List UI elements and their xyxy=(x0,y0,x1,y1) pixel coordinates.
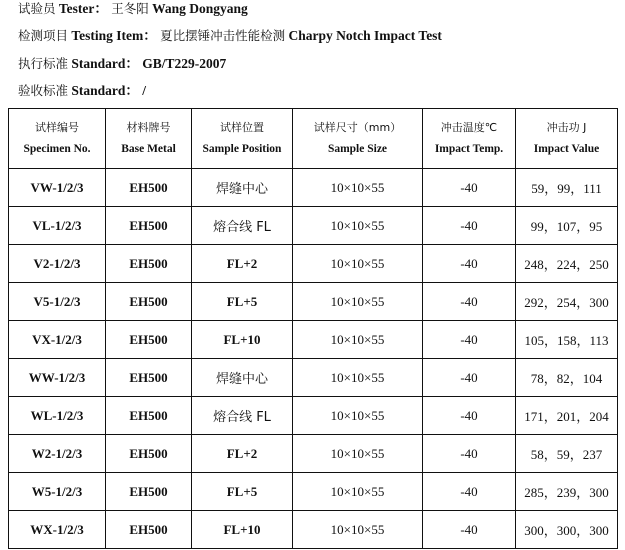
impact-temp-cell: -40 xyxy=(423,435,516,473)
sample-position-cell: FL+10 xyxy=(192,321,293,359)
sample-size-cell: 10×10×55 xyxy=(293,397,423,435)
tester-label-en: Tester： xyxy=(58,1,108,16)
sample-position-cell: FL+2 xyxy=(192,245,293,283)
table-row xyxy=(9,321,618,359)
standard-label-en: Standard： xyxy=(71,56,139,71)
acceptance-line xyxy=(18,82,146,100)
header-base-metal xyxy=(106,109,192,169)
impact-temp-cell: -40 xyxy=(423,511,516,549)
header-en-label: Sample Size xyxy=(327,143,388,155)
table-row xyxy=(9,245,618,283)
sample-size-cell: 10×10×55 xyxy=(293,511,423,549)
specimen-no-cell: WX-1/2/3 xyxy=(9,511,106,549)
impact-temp-cell: -40 xyxy=(423,321,516,359)
impact-value-cell: 285，239，300 xyxy=(516,473,618,511)
testing-item-line xyxy=(18,27,442,45)
impact-value-cell: 171，201，204 xyxy=(516,397,618,435)
tester-label-cn: 试验员 xyxy=(18,1,56,16)
table-row xyxy=(9,397,618,435)
header-en-label: Specimen No. xyxy=(23,143,91,155)
header-cn-label: 冲击温度℃ xyxy=(440,121,498,134)
impact-value-cell: 99，107，95 xyxy=(516,207,618,245)
impact-value-cell: 292，254，300 xyxy=(516,283,618,321)
base-metal-cell: EH500 xyxy=(106,283,192,321)
sample-size-cell: 10×10×55 xyxy=(293,207,423,245)
impact-value-cell: 58，59，237 xyxy=(516,435,618,473)
standard-label-cn: 执行标准 xyxy=(18,56,69,71)
table-row xyxy=(9,473,618,511)
specimen-no-cell: WL-1/2/3 xyxy=(9,397,106,435)
testing-item-label-cn: 检测项目 xyxy=(18,28,69,43)
acceptance-value: / xyxy=(142,83,147,98)
base-metal-cell: EH500 xyxy=(106,207,192,245)
specimen-no-cell: V5-1/2/3 xyxy=(9,283,106,321)
header-impact-temp xyxy=(423,109,516,169)
sample-position-cell: FL+5 xyxy=(192,473,293,511)
impact-value-cell: 300，300，300 xyxy=(516,511,618,549)
impact-value-cell: 59，99，111 xyxy=(516,169,618,207)
specimen-no-cell: VX-1/2/3 xyxy=(9,321,106,359)
header-specimen-no xyxy=(9,109,106,169)
impact-temp-cell: -40 xyxy=(423,245,516,283)
impact-value-cell: 105，158，113 xyxy=(516,321,618,359)
acceptance-label-en: Standard： xyxy=(71,83,139,98)
impact-temp-cell: -40 xyxy=(423,473,516,511)
specimen-no-cell: VW-1/2/3 xyxy=(9,169,106,207)
table-row xyxy=(9,435,618,473)
base-metal-cell: EH500 xyxy=(106,435,192,473)
tester-name-en: Wang Dongyang xyxy=(152,1,248,16)
table-row xyxy=(9,169,618,207)
base-metal-cell: EH500 xyxy=(106,511,192,549)
sample-position-cell: FL+10 xyxy=(192,511,293,549)
sample-position-cell: 熔合线 FL xyxy=(192,397,293,435)
header-cn-label: 试样位置 xyxy=(220,121,264,134)
table-row xyxy=(9,359,618,397)
impact-value-cell: 248，224，250 xyxy=(516,245,618,283)
header-cn-label: 试样尺寸（mm） xyxy=(313,121,402,134)
acceptance-label-cn: 验收标准 xyxy=(18,83,69,98)
impact-temp-cell: -40 xyxy=(423,207,516,245)
header-cn-label: 冲击功 J xyxy=(546,121,587,134)
sample-size-cell: 10×10×55 xyxy=(293,245,423,283)
header-en-label: Sample Position xyxy=(202,143,282,155)
table-row xyxy=(9,511,618,549)
base-metal-cell: EH500 xyxy=(106,397,192,435)
header-cn-label: 材料牌号 xyxy=(126,121,171,134)
sample-size-cell: 10×10×55 xyxy=(293,359,423,397)
specimen-no-cell: V2-1/2/3 xyxy=(9,245,106,283)
specimen-no-cell: W5-1/2/3 xyxy=(9,473,106,511)
base-metal-cell: EH500 xyxy=(106,359,192,397)
header-en-label: Impact Temp. xyxy=(434,143,504,155)
sample-position-cell: 焊缝中心 xyxy=(192,359,293,397)
base-metal-cell: EH500 xyxy=(106,321,192,359)
specimen-no-cell: W2-1/2/3 xyxy=(9,435,106,473)
sample-position-cell: 焊缝中心 xyxy=(192,169,293,207)
sample-size-cell: 10×10×55 xyxy=(293,435,423,473)
header-sample-position xyxy=(192,109,293,169)
impact-temp-cell: -40 xyxy=(423,283,516,321)
impact-test-table xyxy=(8,108,618,549)
sample-size-cell: 10×10×55 xyxy=(293,283,423,321)
table-row xyxy=(9,283,618,321)
sample-size-cell: 10×10×55 xyxy=(293,473,423,511)
table-row xyxy=(9,207,618,245)
sample-position-cell: FL+5 xyxy=(192,283,293,321)
base-metal-cell: EH500 xyxy=(106,245,192,283)
base-metal-cell: EH500 xyxy=(106,169,192,207)
impact-value-cell: 78，82，104 xyxy=(516,359,618,397)
table-header-row xyxy=(9,109,618,169)
testing-item-label-en: Testing Item： xyxy=(71,28,157,43)
testing-item-value-cn: 夏比摆锤冲击性能检测 xyxy=(160,28,286,43)
header-en-label: Base Metal xyxy=(121,143,176,155)
impact-temp-cell: -40 xyxy=(423,397,516,435)
header-cn-label: 试样编号 xyxy=(35,121,79,134)
specimen-no-cell: WW-1/2/3 xyxy=(9,359,106,397)
sample-position-cell: 熔合线 FL xyxy=(192,207,293,245)
standard-line xyxy=(18,55,226,73)
testing-item-value-en: Charpy Notch Impact Test xyxy=(288,28,442,43)
standard-value: GB/T229-2007 xyxy=(142,56,227,71)
sample-position-cell: FL+2 xyxy=(192,435,293,473)
header-sample-size xyxy=(293,109,423,169)
tester-name-cn: 王冬阳 xyxy=(111,1,149,16)
sample-size-cell: 10×10×55 xyxy=(293,169,423,207)
tester-line xyxy=(18,0,248,18)
base-metal-cell: EH500 xyxy=(106,473,192,511)
sample-size-cell: 10×10×55 xyxy=(293,321,423,359)
header-impact-value xyxy=(516,109,618,169)
impact-temp-cell: -40 xyxy=(423,359,516,397)
specimen-no-cell: VL-1/2/3 xyxy=(9,207,106,245)
header-en-label: Impact Value xyxy=(533,143,600,155)
impact-temp-cell: -40 xyxy=(423,169,516,207)
